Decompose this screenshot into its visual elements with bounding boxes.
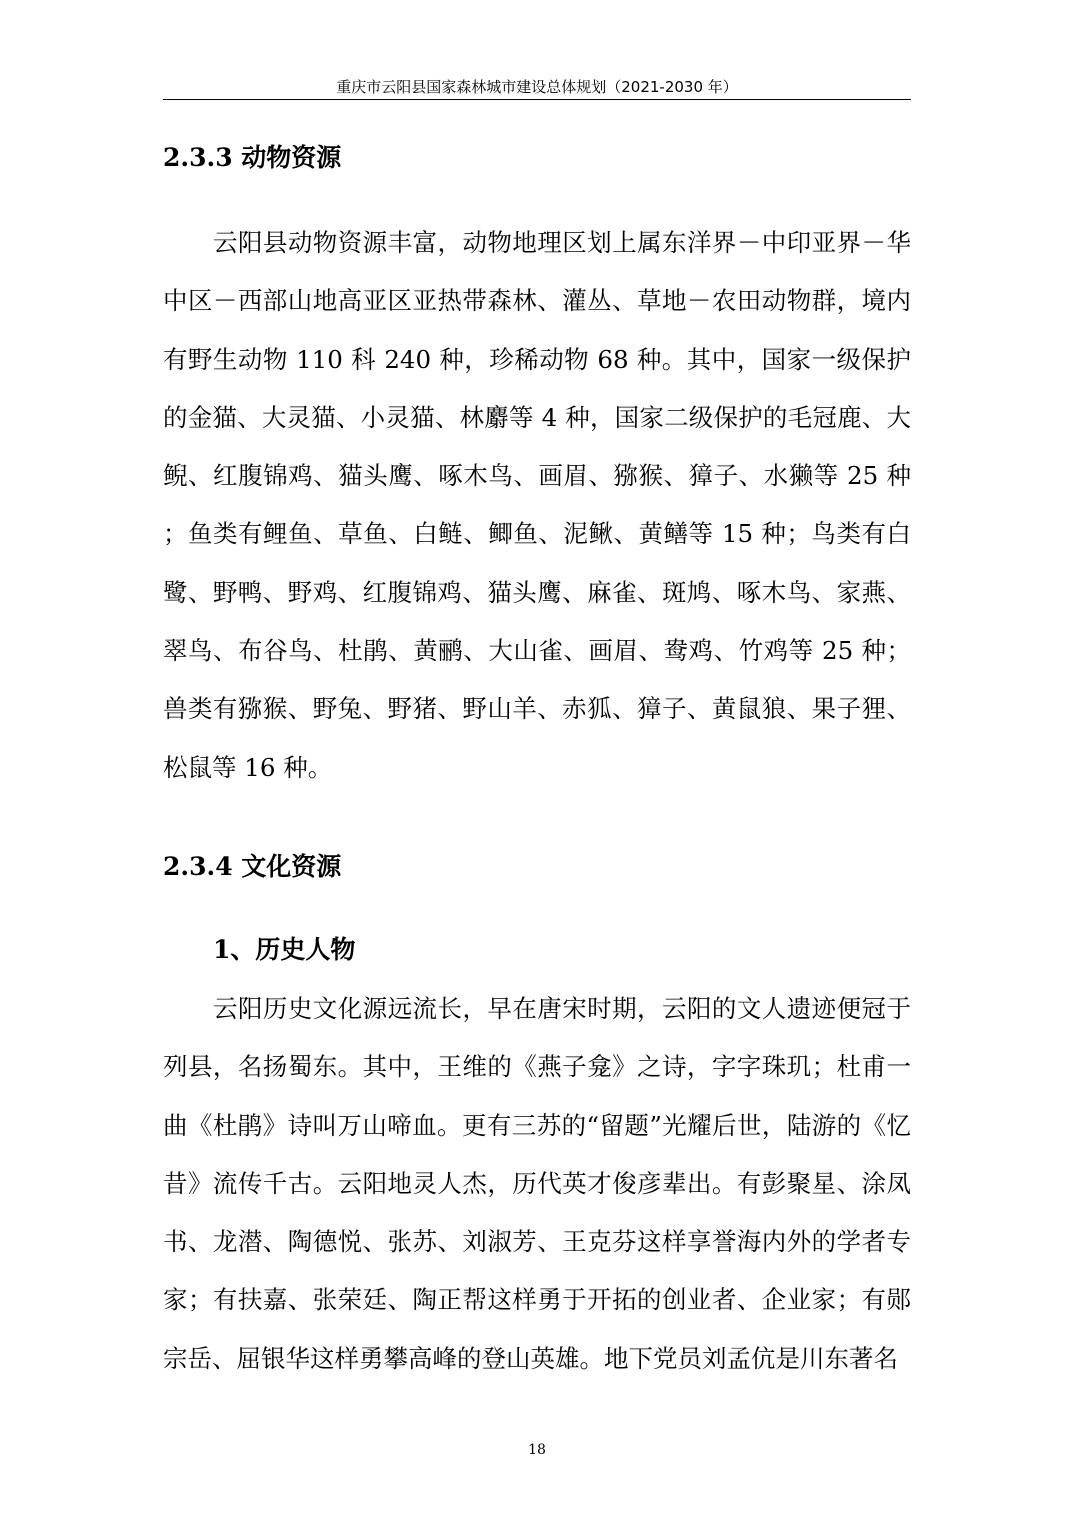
header-divider (163, 99, 911, 100)
section-heading-cultural-resources: 2.3.4 文化资源 (163, 852, 342, 881)
animal-resources-paragraph: 云阳县动物资源丰富，动物地理区划上属东洋界－中印亚界－华中区－西部山地高亚区亚热带森林、灌丛、草地－农田动物群，境内有野生动物 110 科 240 种，珍稀动物 68 种。其中，国家一级保护的金猫、大灵猫、小灵猫、林麝等 4 种，国家二级保护的毛冠鹿、大鲵、红腹锦鸡、猫头鹰、啄木鸟、画眉、猕猴、獐子、水獭等 25 种；鱼类有鲤鱼、草鱼、白鲢、鲫鱼、泥鳅、黄鳝等 15 种；鸟类有白鹭、野鸭、野鸡、红腹锦鸡、猫头鹰、麻雀、斑鸠、啄木鸟、家燕、翠鸟、布谷鸟、杜鹃、黄鹂、大山雀、画眉、鸯鸡、竹鸡等 25 种；兽类有猕猴、野兔、野猪、野山羊、赤狐、獐子、黄鼠狼、果子狸、松鼠等 16 种。 (163, 228, 911, 782)
section-heading-animal-resources: 2.3.3 动物资源 (163, 143, 342, 172)
page-number: 18 (528, 1442, 546, 1458)
historical-figures-paragraph: 云阳历史文化源远流长，早在唐宋时期，云阳的文人遗迹便冠于列县，名扬蜀东。其中，王维的《燕子龛》之诗，字字珠玑；杜甫一曲《杜鹃》诗叫万山啼血。更有三苏的“留题”光耀后世，陆游的《忆昔》流传千古。云阳地灵人杰，历代英才俊彦辈出。有彭聚星、涂凤书、龙潜、陶德悦、张苏、刘淑芳、王克芬这样享誉海内外的学者专家；有扶嘉、张荣廷、陶正帮这样勇于开拓的创业者、企业家；有郧宗岳、屈银华这样勇攀高峰的登山英雄。地下党员刘孟伉是川东著名 (163, 994, 911, 1373)
running-header: 重庆市云阳县国家森林城市建设总体规划（2021-2030 年） (336, 78, 738, 96)
subsection-heading-historical-figures: 1、历史人物 (213, 935, 356, 964)
